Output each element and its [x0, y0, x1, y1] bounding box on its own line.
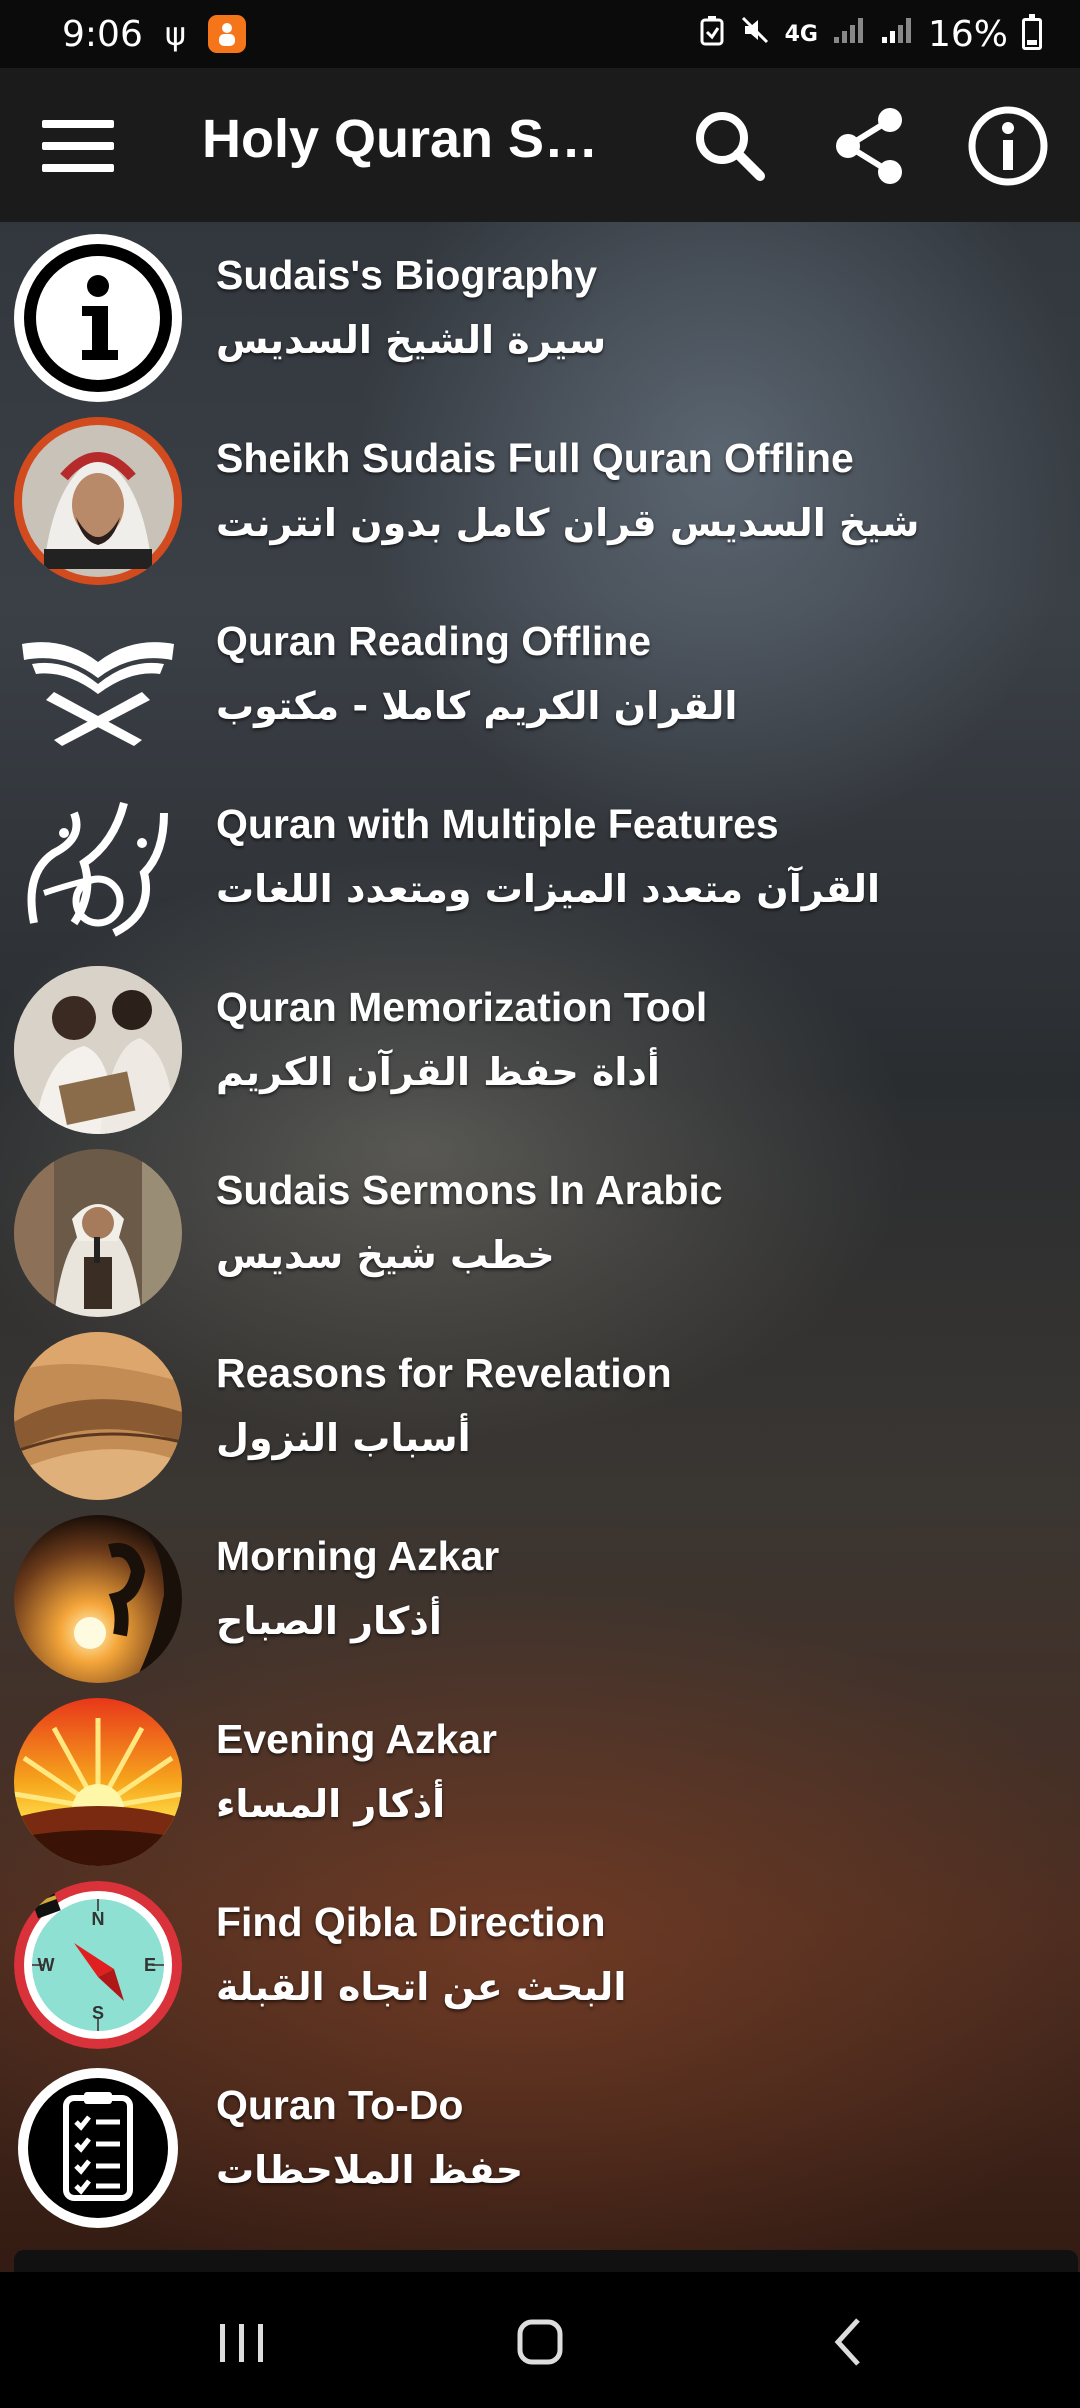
item-title: Quran Memorization Tool	[216, 984, 708, 1030]
item-subtitle: أسباب النزول	[216, 1416, 471, 1460]
item-subtitle: أذكار الصباح	[216, 1599, 442, 1643]
list-item-quran-reading[interactable]	[0, 588, 1080, 770]
status-bar	[0, 0, 1080, 68]
item-subtitle: البحث عن اتجاه القبلة	[216, 1965, 627, 2009]
list-item-memorization[interactable]	[0, 954, 1080, 1136]
item-subtitle: حفظ الملاحظات	[216, 2148, 524, 2192]
item-title: Quran To-Do	[216, 2082, 464, 2128]
list-item-multi-features[interactable]	[0, 771, 1080, 953]
notification-app-icon	[208, 15, 246, 53]
item-title: Quran Reading Offline	[216, 618, 652, 664]
list-item-morning-azkar[interactable]	[0, 1503, 1080, 1685]
back-icon[interactable]	[808, 2310, 888, 2370]
sheikh-portrait-icon	[14, 417, 182, 585]
battery-percent: 16%	[927, 13, 1008, 55]
list-item-todo[interactable]	[0, 2052, 1080, 2234]
home-icon[interactable]	[502, 2310, 582, 2370]
item-title: Sheikh Sudais Full Quran Offline	[216, 435, 854, 481]
battery-icon	[1022, 18, 1042, 50]
bottom-sheet-edge	[14, 2250, 1078, 2272]
info-circle-icon	[14, 234, 182, 402]
qibla-compass-icon	[14, 1881, 182, 2049]
item-subtitle: شيخ السديس قران كامل بدون انترنت	[216, 501, 920, 545]
usb-icon: ψ	[164, 15, 186, 53]
item-subtitle: القرآن متعدد الميزات ومتعدد اللغات	[216, 867, 880, 911]
signal-icon-1	[832, 15, 866, 53]
children-reading-icon	[14, 966, 182, 1134]
list-item-sermons[interactable]	[0, 1137, 1080, 1319]
compass-e-label: E	[143, 1955, 157, 1975]
sermon-speaker-icon	[14, 1149, 182, 1317]
network-type: 4G	[784, 21, 818, 47]
search-icon[interactable]	[688, 104, 772, 188]
item-subtitle: أذكار المساء	[216, 1782, 446, 1826]
desert-dunes-icon	[14, 1332, 182, 1500]
compass-n-label: N	[91, 1909, 105, 1929]
morning-prayer-icon	[14, 1515, 182, 1683]
item-title: Evening Azkar	[216, 1716, 498, 1762]
menu-icon[interactable]	[40, 118, 118, 174]
item-title: Sudais Sermons In Arabic	[216, 1167, 723, 1213]
system-nav-bar	[0, 2272, 1080, 2408]
app-bar	[0, 68, 1080, 222]
checklist-icon	[14, 2064, 182, 2232]
list-item-biography[interactable]	[0, 222, 1080, 404]
list-item-evening-azkar[interactable]	[0, 1686, 1080, 1868]
list-item-full-quran[interactable]	[0, 405, 1080, 587]
share-icon[interactable]	[828, 104, 912, 188]
info-icon[interactable]	[966, 104, 1050, 188]
list-item-revelation[interactable]	[0, 1320, 1080, 1502]
sunset-icon	[14, 1698, 182, 1866]
list-item-qibla[interactable]	[0, 1869, 1080, 2051]
compass-w-label: W	[37, 1955, 55, 1975]
data-saver-icon	[699, 14, 725, 54]
signal-icon-2	[880, 15, 914, 53]
item-subtitle: خطب شيخ سديس	[216, 1233, 555, 1277]
item-title: Reasons for Revelation	[216, 1350, 672, 1396]
item-title: Quran with Multiple Features	[216, 801, 779, 847]
app-title: Holy Quran Su...	[202, 109, 622, 169]
item-subtitle: سيرة الشيخ السديس	[216, 318, 607, 362]
recent-apps-icon[interactable]	[202, 2310, 282, 2370]
item-title: Find Qibla Direction	[216, 1899, 606, 1945]
quran-calligraphy-icon	[14, 783, 182, 951]
item-title: Sudais's Biography	[216, 252, 598, 298]
compass-s-label: S	[91, 2003, 105, 2023]
item-subtitle: أداة حفظ القرآن الكريم	[216, 1050, 660, 1094]
item-subtitle: القران الكريم كاملا - مكتوب	[216, 684, 738, 728]
open-quran-book-icon	[14, 600, 182, 768]
mute-icon	[739, 14, 771, 54]
item-title: Morning Azkar	[216, 1533, 500, 1579]
status-time: 9:06	[62, 13, 143, 55]
